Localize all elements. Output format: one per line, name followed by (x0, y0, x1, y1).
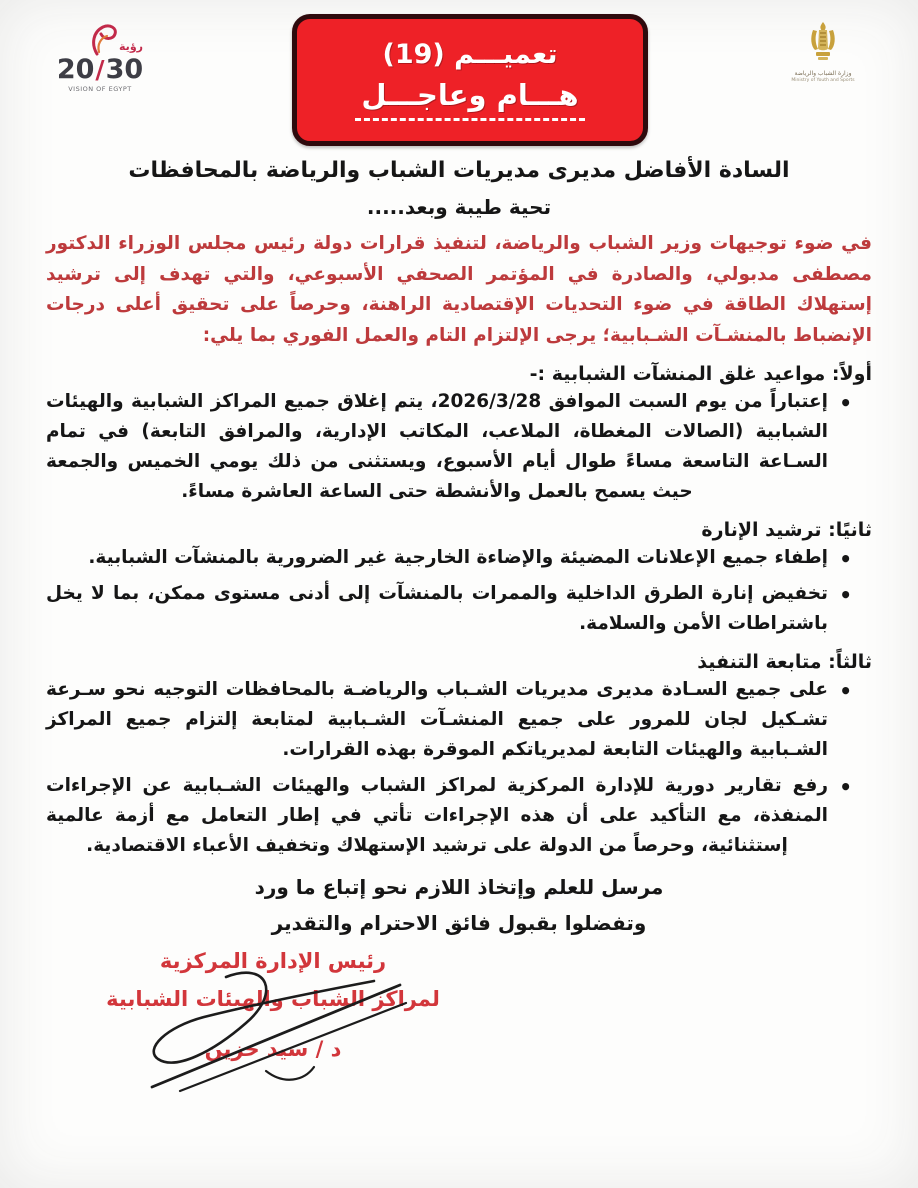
vision-swirl-icon (77, 22, 123, 56)
signer-title-line-2: لمراكز الشباب والهيئات الشبابية (106, 986, 440, 1011)
bullet-item: • رفع تقارير دورية للإدارة المركزية لمراكز الشباب والهيئات الشـبابية عن الإجراءات المنفذة، مع التأكيد على أن هذه الإجراءات تأتي في إطار التعامل مع أزمة عالمية إستثنائية، وحرصاً من الدولة على ترشيد الإستهلاك وتخفيف الأعباء الاقتصادية. (46, 771, 854, 861)
egypt-eagle-icon (801, 20, 845, 66)
urgent-label: هـــام وعاجـــل (355, 78, 584, 121)
section-1-bullets (46, 387, 854, 507)
section-2-bullets (46, 543, 854, 639)
ministry-logo (783, 20, 863, 83)
closing-line-1: مرسل للعلم وإتخاذ اللازم نحو إتباع ما ورد (254, 874, 664, 899)
section-1-heading: أولاً: مواعيد غلق المنشآت الشبابية :- (529, 363, 872, 386)
ministry-name-english: Ministry of Youth and Sports (791, 77, 855, 83)
greeting-line: تحية طيبة وبعد..... (366, 195, 552, 219)
circular-stamp-box (292, 14, 648, 146)
bullet-item: • تخفيض إنارة الطرق الداخلية والممرات بالمنشآت إلى أدنى مستوى ممكن، بما لا يخل باشتراطات الأمن والسلامة. (46, 579, 854, 639)
intro-paragraph: في ضوء توجيهات وزير الشباب والرياضة، لتنفيذ قرارات دولة رئيس مجلس الوزراء الدكتور مصطفى مدبولي، والصادرة في المؤتمر الصحفي الأسبوعي، والتي تهدف إلى ترشيد إستهلاك الطاقة في ضوء التحديات الإقتصادية الراهنة، وحرصاً على تحقيق أعلى درجات الإنضباط بالمنشـآت الشـبابية؛ يرجى الإلتزام التام والعمل الفوري بما يلي: (46, 233, 872, 346)
vision-caption-label: VISION OF EGYPT (68, 85, 132, 93)
section-3-heading: ثالثاً: متابعة التنفيذ (697, 650, 872, 673)
signer-title-line-1: رئيس الإدارة المركزية (159, 948, 387, 973)
signer-name: د / سيد حزين (204, 1036, 342, 1061)
bullet-item: • على جميع السـادة مديرى مديريات الشـباب والرياضـة بالمحافظات التوجيه نحو سـرعة تشـكيل لجان للمرور على جميع المنشـآت الشـبابية لمتابعة إلتزام جميع المراكز الشـبابية والهيئات التابعة لمديرياتكم الموقرة بهذه القرارات. (46, 675, 854, 765)
document-header (0, 0, 918, 152)
circular-number-label: تعميـــم (19) (382, 39, 558, 70)
vision-slash: / (95, 55, 105, 84)
bullet-item: • إعتباراً من يوم السبت الموافق 2026/3/28، يتم إغلاق جميع المراكز الشبابية والهيئات الشبابية (الصالات المغطاة، الملاعب، المكاتب الإدارية، والمرافق التابعة) في تمام السـاعة التاسعة مساءً طوال أيام الأسبوع، ويستثنى من ذلك يومي الخميس والجمعة حيث يسمح بالعمل والأنشطة حتى الساعة العاشرة مساءً. (46, 387, 854, 507)
closing-line-2: وتفضلوا بقبول فائق الاحترام والتقدير (271, 910, 647, 935)
addressee-line: السادة الأفاضل مديرى مديريات الشباب والرياضة بالمحافظات (128, 158, 790, 183)
vision-2030-logo (55, 22, 145, 93)
handwritten-signature (116, 959, 436, 1099)
ministry-name-arabic: وزارة الشباب والرياضة (794, 70, 852, 77)
signature-block (98, 949, 448, 1061)
section-2-heading: ثانيًا: ترشيد الإنارة (701, 518, 872, 541)
vision-word-label: رؤية (119, 40, 143, 53)
vision-2030-numbers: 20 / 30 (56, 54, 144, 85)
section-3-bullets (46, 675, 854, 861)
bullet-item: • إطفاء جميع الإعلانات المضيئة والإضاءة الخارجية غير الضرورية بالمنشآت الشبابية. (46, 543, 854, 573)
